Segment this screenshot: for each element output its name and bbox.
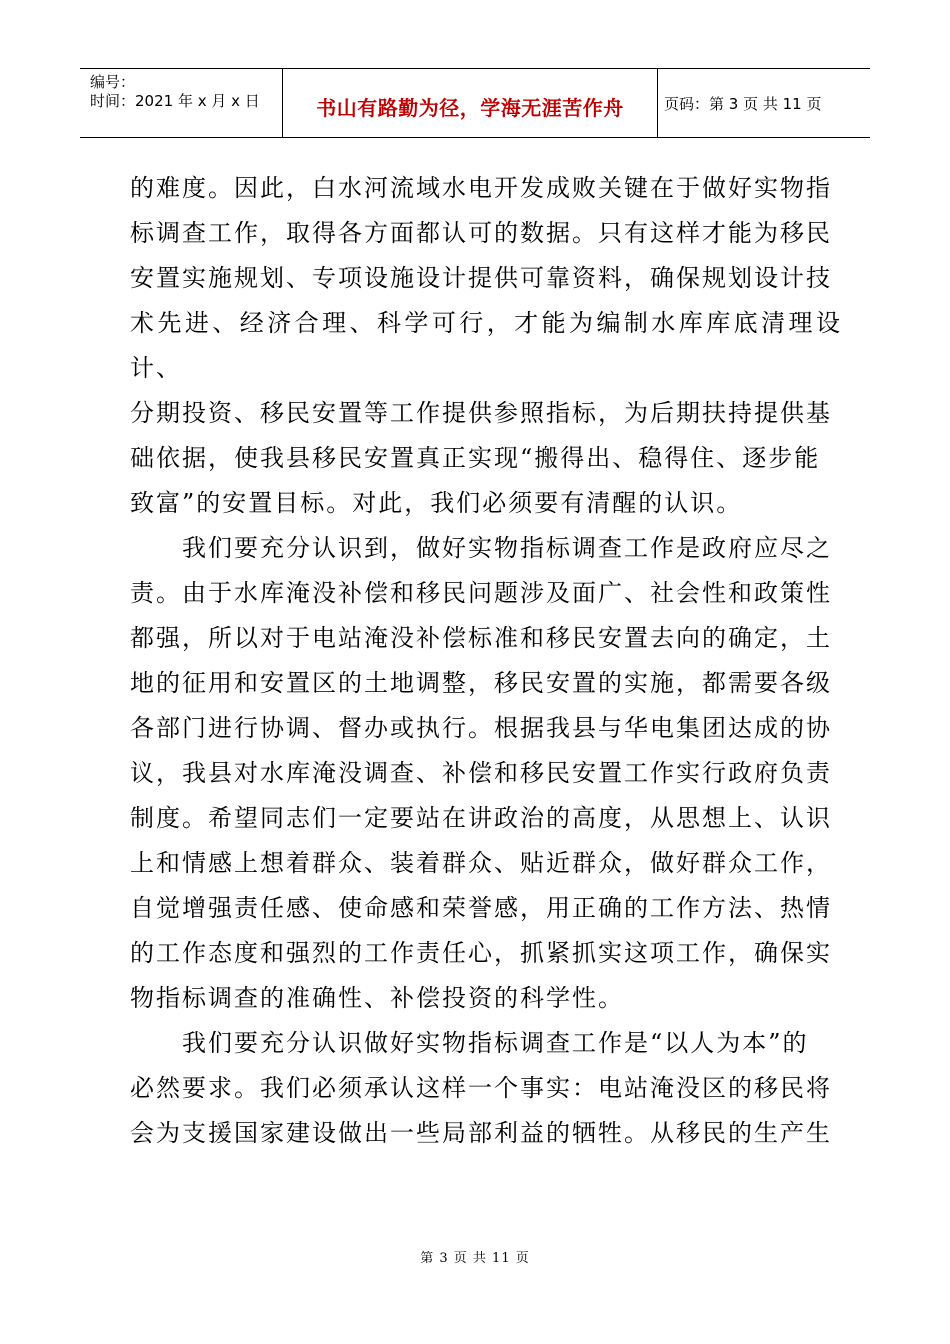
body-line: 责。由于水库淹没补偿和移民问题涉及面广、社会性和政策性 <box>130 579 832 607</box>
body-line: 我们要充分认识做好实物指标调查工作是“以人为本”的 <box>130 1029 809 1057</box>
body-line: 础依据，使我县移民安置真正实现“搬得出、稳得住、逐步能 <box>130 444 821 472</box>
body-line: 制度。希望同志们一定要站在讲政治的高度，从思想上、认识 <box>130 804 832 832</box>
body-line: 分期投资、移民安置等工作提供参照指标，为后期扶持提供基 <box>130 399 832 427</box>
body-line: 必然要求。我们必须承认这样一个事实：电站淹没区的移民将 <box>130 1074 832 1102</box>
page-header <box>80 68 870 138</box>
body-line: 各部门进行协调、督办或执行。根据我县与华电集团达成的协 <box>130 714 832 742</box>
body-line: 标调查工作，取得各方面都认可的数据。只有这样才能为移民 <box>130 219 832 247</box>
body-line: 我们要充分认识到，做好实物指标调查工作是政府应尽之 <box>130 534 832 562</box>
body-line: 安置实施规划、专项设施设计提供可靠资料，确保规划设计技 <box>130 264 832 292</box>
header-page-cell <box>658 69 870 137</box>
motto-text: 书山有路勤为径，学海无涯苦作舟 <box>316 95 624 120</box>
body-line: 上和情感上想着群众、装着群众、贴近群众，做好群众工作， <box>130 849 832 877</box>
header-motto-cell <box>283 69 658 137</box>
number-label: 编号： <box>90 73 136 91</box>
body-line: 术先进、经济合理、科学可行，才能为编制水库库底清理设计、 <box>130 309 842 382</box>
time-label: 时间：2021 年 x 月 x 日 <box>90 92 260 110</box>
body-line: 自觉增强责任感、使命感和荣誉感，用正确的工作方法、热情 <box>130 894 832 922</box>
page-footer <box>0 1247 950 1266</box>
body-line: 物指标调查的准确性、补偿投资的科学性。 <box>130 984 624 1012</box>
document-body <box>130 166 842 1156</box>
header-meta <box>80 69 283 137</box>
body-line: 致富”的安置目标。对此，我们必须要有清醒的认识。 <box>130 489 743 517</box>
body-line: 地的征用和安置区的土地调整，移民安置的实施，都需要各级 <box>130 669 832 697</box>
footer-page-number: 第 3 页 共 11 页 <box>420 1251 530 1266</box>
body-line: 会为支援国家建设做出一些局部利益的牺牲。从移民的生产生 <box>130 1119 832 1147</box>
body-line: 的难度。因此，白水河流域水电开发成败关键在于做好实物指 <box>130 174 832 202</box>
body-line: 都强，所以对于电站淹没补偿标准和移民安置去向的确定，土 <box>130 624 832 652</box>
body-line: 议，我县对水库淹没调查、补偿和移民安置工作实行政府负责 <box>130 759 832 787</box>
page-label: 页码：第 3 页 共 11 页 <box>664 94 822 113</box>
body-line: 的工作态度和强烈的工作责任心，抓紧抓实这项工作，确保实 <box>130 939 832 967</box>
